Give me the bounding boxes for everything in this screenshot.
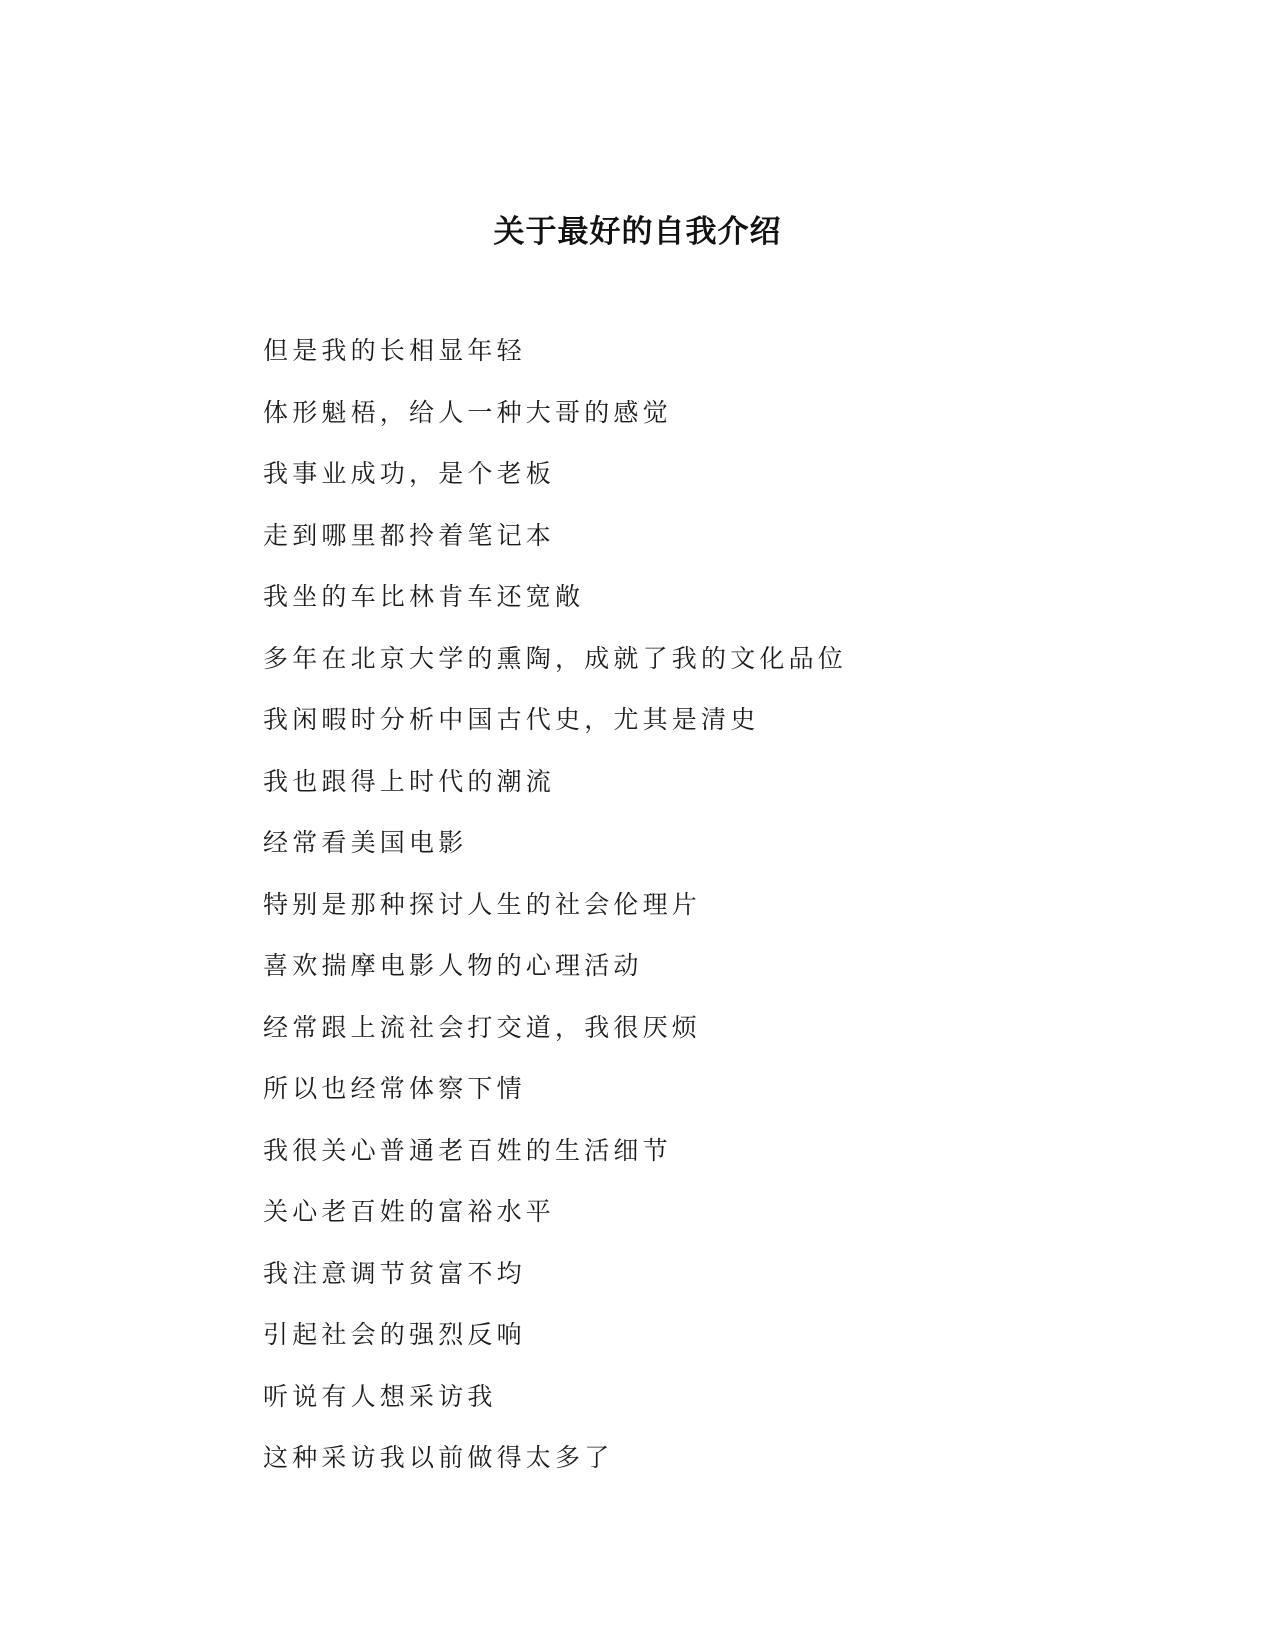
text-line: 经常看美国电影 [263,828,468,857]
text-line: 这种采访我以前做得太多了 [263,1443,614,1472]
text-line: 走到哪里都拎着笔记本 [263,520,556,550]
text-line: 我很关心普通老百姓的生活细节 [263,1135,672,1165]
text-line: 经常跟上流社会打交道，我很厌烦 [263,1012,702,1042]
text-line: 我也跟得上时代的潮流 [263,766,556,796]
text-line: 喜欢揣摩电影人物的心理活动 [263,951,643,980]
text-line: 我注意调节贫富不均 [263,1258,526,1288]
document-title: 关于最好的自我介绍 [493,214,782,250]
text-line: 引起社会的强烈反响 [263,1320,526,1349]
text-line: 听说有人想采访我 [263,1381,497,1411]
text-line: 但是我的长相显年轻 [263,336,526,365]
text-line: 所以也经常体察下情 [263,1074,526,1103]
text-line: 特别是那种探讨人生的社会伦理片 [263,889,702,919]
text-line: 我事业成功，是个老板 [263,459,556,488]
text-line: 体形魁梧，给人一种大哥的感觉 [263,397,672,427]
text-line: 我闲暇时分析中国古代史，尤其是清史 [263,705,760,734]
text-line: 我坐的车比林肯车还宽敞 [263,582,585,611]
text-line: 多年在北京大学的熏陶，成就了我的文化品位 [263,643,848,673]
text-lines [263,329,847,1498]
text-line: 关心老百姓的富裕水平 [263,1197,556,1226]
